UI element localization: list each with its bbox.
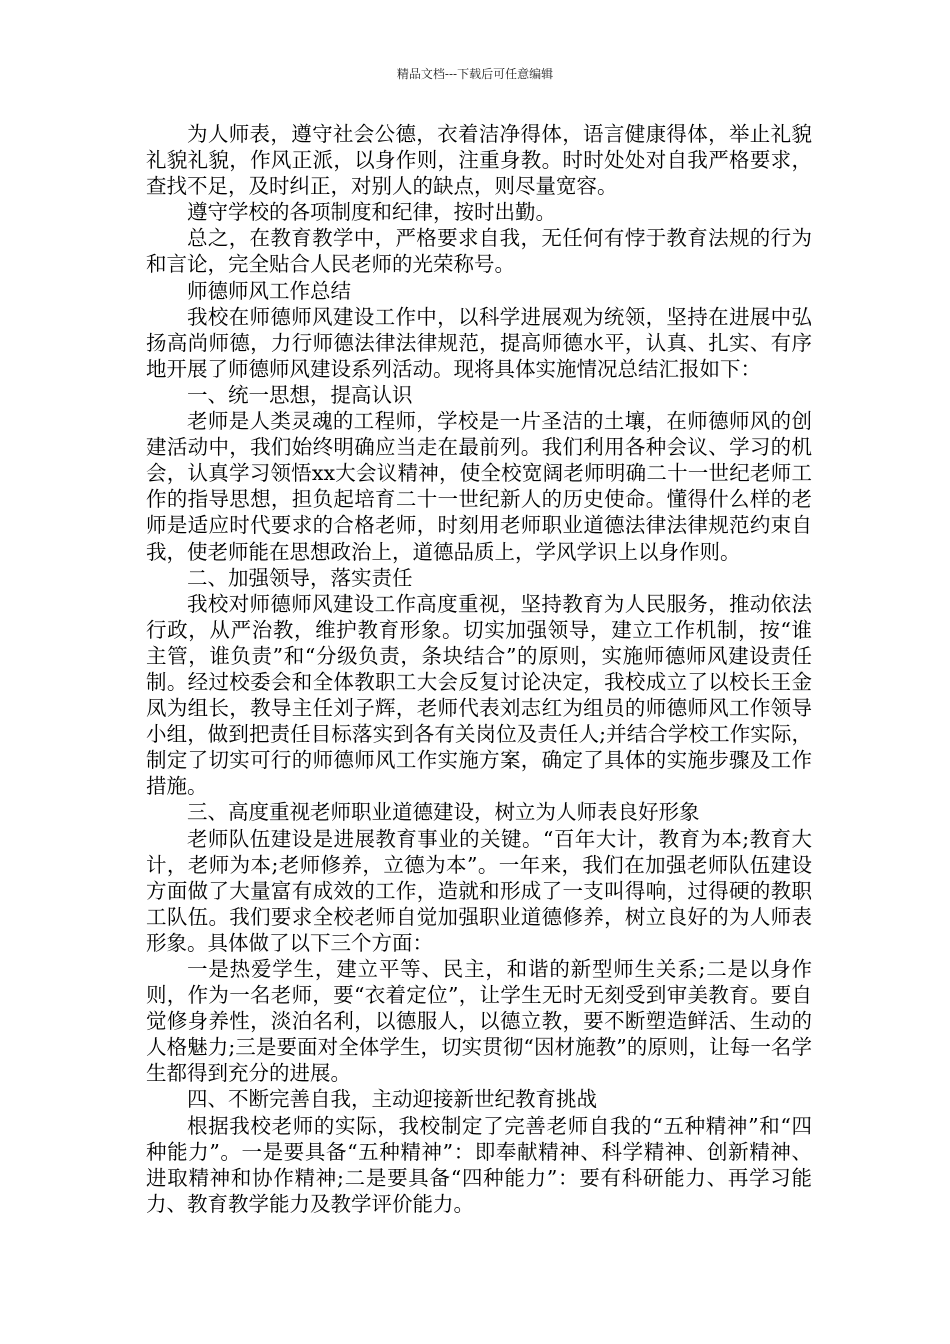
paragraph: 一是热爱学生，建立平等、民主，和谐的新型师生关系;二是以身作则，作为一名老师，要“衣着定位”，让学生无时无刻受到审美教育。要自觉修身养性，淡泊名利，以德服人，以德立教，要不断塑造鲜活、生动的人格魅力;三是要面对全体学生，切实贯彻“因材施教”的原则，让每一名学生都得到充分的进展。	[146, 957, 812, 1086]
section-title: 师德师风工作总结	[187, 278, 351, 303]
section-heading: 一、统一思想，提高认识	[187, 382, 413, 407]
paragraph: 总之，在教育教学中，严格要求自我，无任何有悖于教育法规的行为和言论，完全贴合人民老师的光荣称号。	[146, 226, 812, 277]
section-heading: 三、高度重视老师职业道德建设，树立为人师表良好形象	[187, 800, 700, 825]
section-heading: 四、不断完善自我，主动迎接新世纪教育挑战	[187, 1087, 597, 1112]
page-header: 精品文档---下载后可任意编辑	[396, 67, 554, 81]
section-heading: 二、加强领导，落实责任	[187, 565, 413, 590]
paragraph: 我校在师德师风建设工作中，以科学进展观为统领，坚持在进展中弘扬高尚师德，力行师德法律法律规范，提高师德水平，认真、扎实、有序地开展了师德师风建设系列活动。现将具体实施情况总结汇报如下：	[146, 304, 812, 381]
paragraph: 遵守学校的各项制度和纪律，按时出勤。	[187, 200, 556, 225]
paragraph: 我校对师德师风建设工作高度重视，坚持教育为人民服务，推动依法行政，从严治教，维护教育形象。切实加强领导，建立工作机制，按“谁主管，谁负责”和“分级负责，条块结合”的原则，实施师德师风建设责任制。经过校委会和全体教职工大会反复讨论决定，我校成立了以校长王金凤为组长，教导主任刘子辉，老师代表刘志红为组员的师德师风工作领导小组，做到把责任目标落实到各有关岗位及责任人;并结合学校工作实际，制定了切实可行的师德师风工作实施方案，确定了具体的实施步骤及工作措施。	[146, 591, 812, 799]
paragraph: 为人师表，遵守社会公德，衣着洁净得体，语言健康得体，举止礼貌礼貌礼貌，作风正派，以身作则，注重身教。时时处处对自我严格要求，查找不足，及时纠正，对别人的缺点，则尽量宽容。	[146, 122, 812, 199]
paragraph: 老师队伍建设是进展教育事业的关键。“百年大计，教育为本;教育大计，老师为本;老师修养，立德为本”。一年来，我们在加强老师队伍建设方面做了大量富有成效的工作，造就和形成了一支叫得响，过得硬的教职工队伍。我们要求全校老师自觉加强职业道德修养，树立良好的为人师表形象。具体做了以下三个方面：	[146, 826, 812, 955]
paragraph: 根据我校老师的实际，我校制定了完善老师自我的“五种精神”和“四种能力”。一是要具备“五种精神”：即奉献精神、科学精神、创新精神、进取精神和协作精神;二是要具备“四种能力”：要有科研能力、再学习能力、教育教学能力及教学评价能力。	[146, 1113, 812, 1216]
document-body	[146, 121, 812, 1217]
paragraph: 老师是人类灵魂的工程师，学校是一片圣洁的土壤，在师德师风的创建活动中，我们始终明确应当走在最前列。我们利用各种会议、学习的机会，认真学习领悟xx大会议精神，使全校宽阔老师明确二十一世纪老师工作的指导思想，担负起培育二十一世纪新人的历史使命。懂得什么样的老师是适应时代要求的合格老师，时刻用老师职业道德法律法律规范约束自我，使老师能在思想政治上，道德品质上，学风学识上以身作则。	[146, 409, 812, 564]
